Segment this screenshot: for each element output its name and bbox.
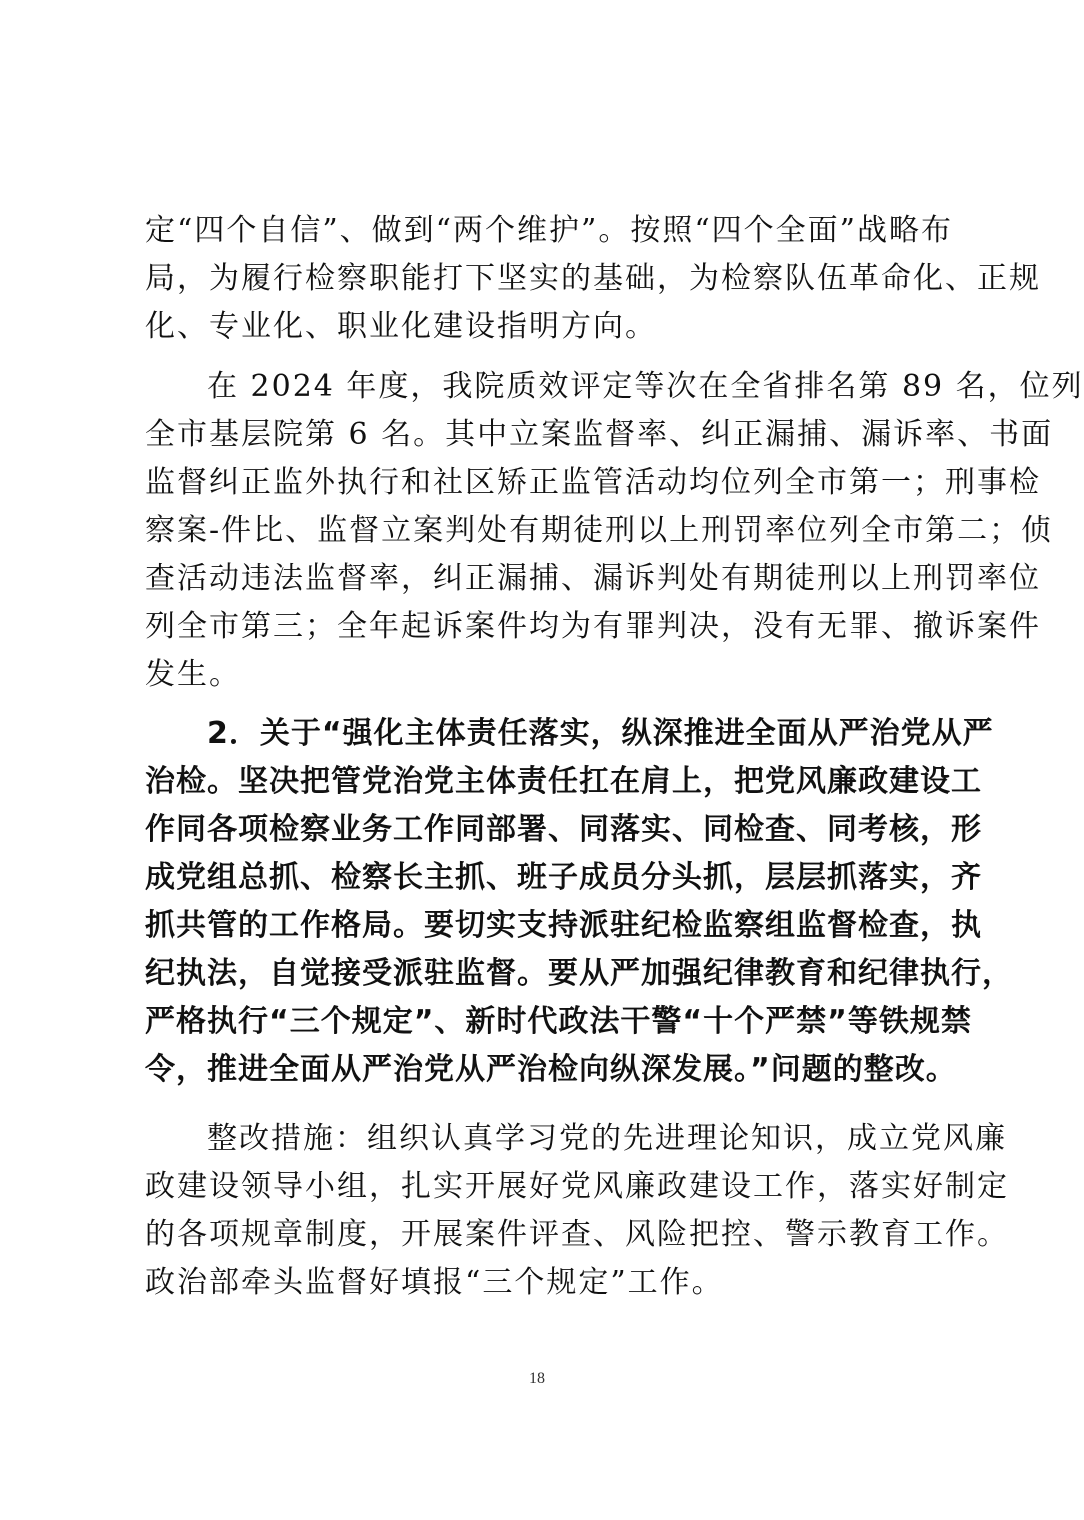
text-line: 治检。坚决把管党治党主体责任扛在肩上，把党风廉政建设工 [145, 764, 982, 799]
text-line: 化、专业化、职业化建设指明方向。 [145, 309, 657, 344]
text-line: 令，推进全面从严治党从严治检向纵深发展。”问题的整改。 [145, 1052, 957, 1087]
paragraph-measures [145, 1115, 1009, 1307]
text-line: 发生。 [145, 657, 241, 692]
text-line: 全市基层院第 6 名。其中立案监督率、纠正漏捕、漏诉率、书面 [145, 417, 1054, 452]
paragraph-item-2 [145, 710, 1013, 1094]
text-line: 纪执法，自觉接受派驻监督。要从严加强纪律教育和纪律执行， [145, 956, 1013, 991]
text-line: 查活动违法监督率，纠正漏捕、漏诉判处有期徒刑以上刑罚率位 [145, 561, 1041, 596]
text-line: 局，为履行检察职能打下坚实的基础，为检察队伍革命化、正规 [145, 261, 1041, 296]
text-line: 定“四个自信”、做到“两个维护”。按照“四个全面”战略布 [145, 213, 954, 248]
text-line: 政建设领导小组，扎实开展好党风廉政建设工作，落实好制定 [145, 1169, 1009, 1204]
text-line: 2．关于“强化主体责任落实，纵深推进全面从严治党从严 [207, 716, 994, 751]
paragraph-ranking [145, 363, 1084, 699]
page-number: 18 [529, 1370, 545, 1387]
text-line: 察案-件比、监督立案判处有期徒刑以上刑罚率位列全市第二；侦 [145, 513, 1054, 548]
text-line: 在 2024 年度，我院质效评定等次在全省排名第 89 名，位列 [207, 369, 1084, 404]
text-line: 列全市第三；全年起诉案件均为有罪判决，没有无罪、撤诉案件 [145, 609, 1041, 644]
text-line: 的各项规章制度，开展案件评查、风险把控、警示教育工作。 [145, 1217, 1009, 1252]
text-line: 政治部牵头监督好填报“三个规定”工作。 [145, 1265, 724, 1300]
text-line: 严格执行“三个规定”、新时代政法干警“十个严禁”等铁规禁 [145, 1004, 972, 1039]
text-line: 成党组总抓、检察长主抓、班子成员分头抓，层层抓落实，齐 [145, 860, 982, 895]
text-line: 整改措施：组织认真学习党的先进理论知识，成立党风廉 [207, 1121, 1007, 1156]
text-line: 作同各项检察业务工作同部署、同落实、同检查、同考核，形 [145, 812, 982, 847]
text-line: 抓共管的工作格局。要切实支持派驻纪检监察组监督检查，执 [145, 908, 982, 943]
text-line: 监督纠正监外执行和社区矫正监管活动均位列全市第一；刑事检 [145, 465, 1041, 500]
paragraph-continuation [145, 207, 1041, 351]
